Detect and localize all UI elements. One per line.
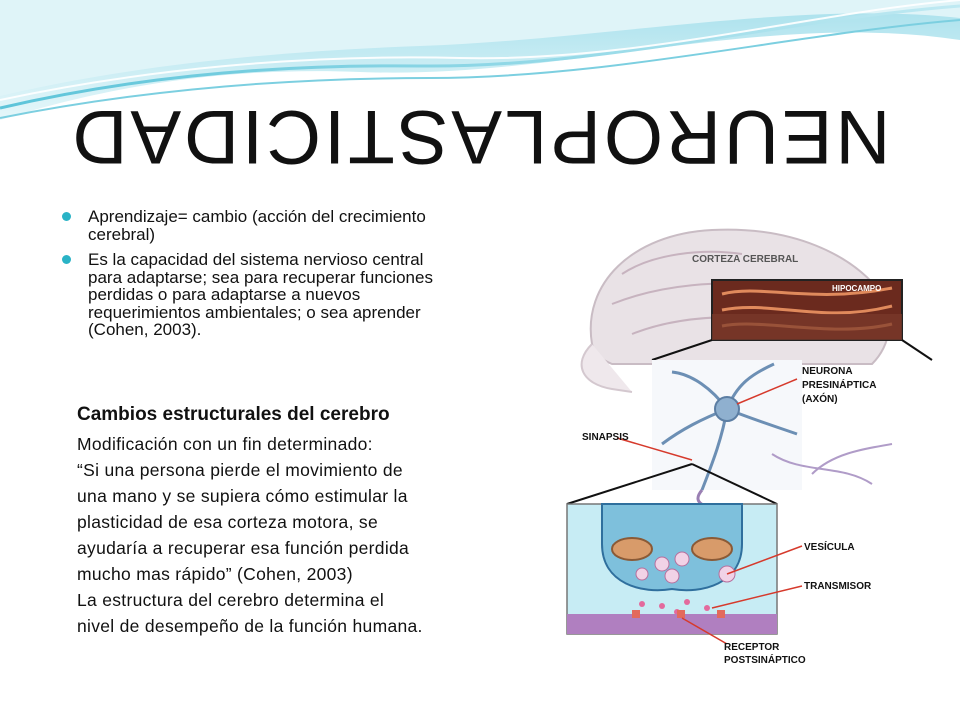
bullet-text: Es la capacidad del sistema nervioso central para adaptarse; sea para recuperar funciones perdidas o para adaptarse a nuevos requerimientos ambientales; o sea aprender (Cohen, 2003). bbox=[88, 250, 433, 339]
label-presinaptica: PRESINÁPTICA bbox=[802, 380, 877, 391]
label-receptor: RECEPTOR bbox=[724, 642, 780, 653]
bullet-text: Aprendizaje= cambio (acción del crecimiento cerebral) bbox=[88, 207, 426, 244]
bullet-item bbox=[62, 251, 457, 339]
body-line: La estructura del cerebro determina el bbox=[77, 590, 385, 610]
label-vesicula: VESÍCULA bbox=[804, 542, 855, 553]
body-line: mucho mas rápido” (Cohen, 2003) bbox=[77, 564, 353, 584]
label-postsinaptico: POSTSINÁPTICO bbox=[724, 655, 806, 666]
subheading: Cambios estructurales del cerebro bbox=[77, 404, 390, 425]
neuroplasticity-illustration bbox=[512, 214, 944, 682]
bullet-item bbox=[62, 208, 457, 243]
bullet-dot-icon bbox=[62, 255, 71, 264]
label-transmisor: TRANSMISOR bbox=[804, 581, 872, 592]
bullet-list bbox=[62, 208, 457, 347]
label-corteza: CORTEZA CEREBRAL bbox=[692, 254, 799, 265]
body-line: Modificación con un fin determinado: bbox=[77, 434, 373, 454]
neuron-soma bbox=[715, 397, 739, 421]
postsynaptic-membrane bbox=[567, 614, 777, 634]
label-axon: (AXÓN) bbox=[802, 394, 838, 405]
body-text-block bbox=[77, 402, 507, 639]
body-line: ayudaría a recuperar esa función perdida bbox=[77, 538, 410, 558]
body-line: plasticidad de esa corteza motora, se bbox=[77, 512, 378, 532]
body-line: nivel de desempeño de la función humana. bbox=[77, 616, 423, 636]
body-line: una mano y se supiera cómo estimular la bbox=[77, 486, 408, 506]
bullet-dot-icon bbox=[62, 212, 71, 221]
body-line: “Si una persona pierde el movimiento de bbox=[77, 460, 403, 480]
label-sinapsis: SINAPSIS bbox=[582, 432, 629, 443]
label-neurona: NEURONA bbox=[802, 366, 853, 377]
slide-title: NEUROPLASTICIDAD bbox=[69, 94, 891, 179]
label-hipocampo: HIPOCAMPO bbox=[832, 284, 882, 293]
